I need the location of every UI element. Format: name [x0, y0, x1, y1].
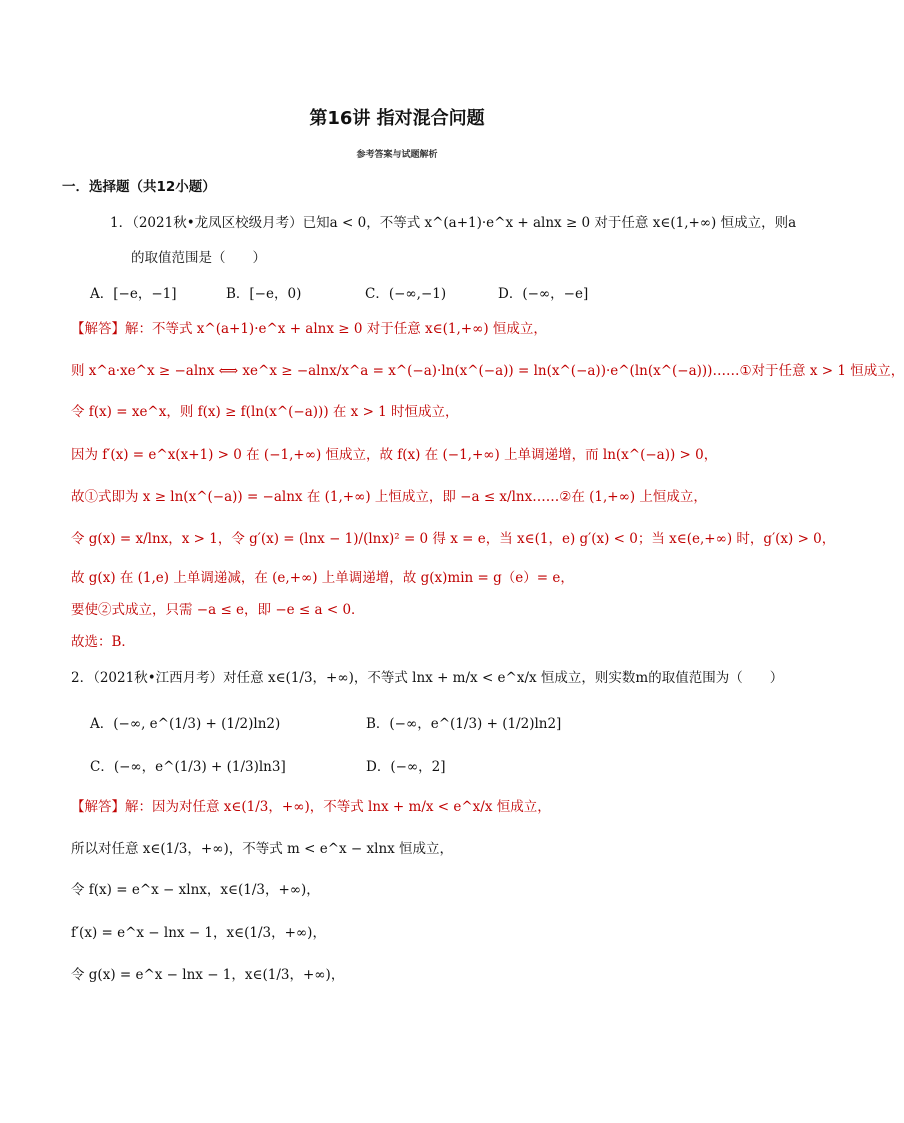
page-subtitle: 参考答案与试题解析: [356, 150, 438, 160]
q2-stem: 2．（2021秋•江西月考）对任意 x∈(1/3，+∞)，不等式 lnx + m/x < e^x/x 恒成立，则实数m的取值范围为（ ）: [71, 670, 784, 686]
q2-option-c: C．(−∞，e^(1/3) + (1/3)ln3]: [90, 759, 286, 775]
q1-option-c: C．(−∞,−1): [365, 286, 447, 302]
q2-solution-line-3: 令 f(x) = e^x − xlnx，x∈(1/3，+∞)，: [71, 882, 320, 898]
q1-solution-line-3: 令 f(x) = xe^x，则 f(x) ≥ f(ln(x^(−a))) 在 x > 1 时恒成立，: [71, 404, 459, 420]
q2-option-d: D．(−∞，2]: [366, 759, 446, 775]
q2-solution-line-5: 令 g(x) = e^x − lnx − 1，x∈(1/3，+∞)，: [71, 967, 345, 983]
q1-solution-line-4: 因为 f′(x) = e^x(x+1) > 0 在 (−1,+∞) 恒成立，故 f(x) 在 (−1,+∞) 上单调递增，而 ln(x^(−a)) > 0，: [71, 447, 718, 463]
q1-option-b: B．[−e，0): [226, 286, 302, 302]
q1-solution-line-2: 则 x^a·xe^x ≥ −alnx ⟺ xe^x ≥ −alnx/x^a = x^(−a)·ln(x^(−a)) = ln(x^(−a))·e^(ln(x^(−a)))……①对于任意 x > 1 恒成立，: [71, 363, 904, 379]
q1-solution-line-8: 要使②式成立，只需 −a ≤ e，即 −e ≤ a < 0．: [71, 602, 365, 618]
q2-option-a: A．(−∞, e^(1/3) + (1/2)ln2): [90, 716, 281, 732]
q2-solution-line-1: 【解答】解：因为对任意 x∈(1/3，+∞)，不等式 lnx + m/x < e^x/x 恒成立，: [71, 799, 551, 815]
q1-option-a: A．[−e，−1]: [90, 286, 177, 302]
q1-stem-line2: 的取值范围是（ ）: [131, 250, 266, 266]
q1-option-d: D．(−∞，−e]: [498, 286, 589, 302]
q1-solution-line-1: 【解答】解：不等式 x^(a+1)·e^x + alnx ≥ 0 对于任意 x∈(1,+∞) 恒成立，: [71, 321, 547, 337]
q2-solution-line-4: f′(x) = e^x − lnx − 1，x∈(1/3，+∞)，: [71, 925, 326, 941]
q2-option-b: B．(−∞，e^(1/3) + (1/2)ln2]: [366, 716, 562, 732]
q2-solution-line-2: 所以对任意 x∈(1/3，+∞)，不等式 m < e^x − xlnx 恒成立，: [71, 841, 454, 857]
section-heading: 一．选择题（共12小题）: [62, 179, 216, 195]
q1-answer: 故选：B．: [71, 634, 135, 650]
page-title: 第16讲 指对混合问题: [309, 108, 485, 129]
q1-solution-line-5: 故①式即为 x ≥ ln(x^(−a)) = −alnx 在 (1,+∞) 上恒成立，即 −a ≤ x/lnx……②在 (1,+∞) 上恒成立，: [71, 489, 707, 505]
q1-solution-line-6: 令 g(x) = x/lnx，x > 1，令 g′(x) = (lnx − 1)/(lnx)² = 0 得 x = e，当 x∈(1，e) g′(x) < 0；当 x∈(e,+∞) 时，g′(x) > 0，: [71, 531, 836, 547]
q1-stem-line1: 1．（2021秋•龙凤区校级月考）已知a < 0，不等式 x^(a+1)·e^x + alnx ≥ 0 对于任意 x∈(1,+∞) 恒成立，则a: [110, 215, 797, 231]
q1-solution-line-7: 故 g(x) 在 (1,e) 上单调递减，在 (e,+∞) 上单调递增，故 g(x)min = g（e）= e，: [71, 570, 574, 586]
